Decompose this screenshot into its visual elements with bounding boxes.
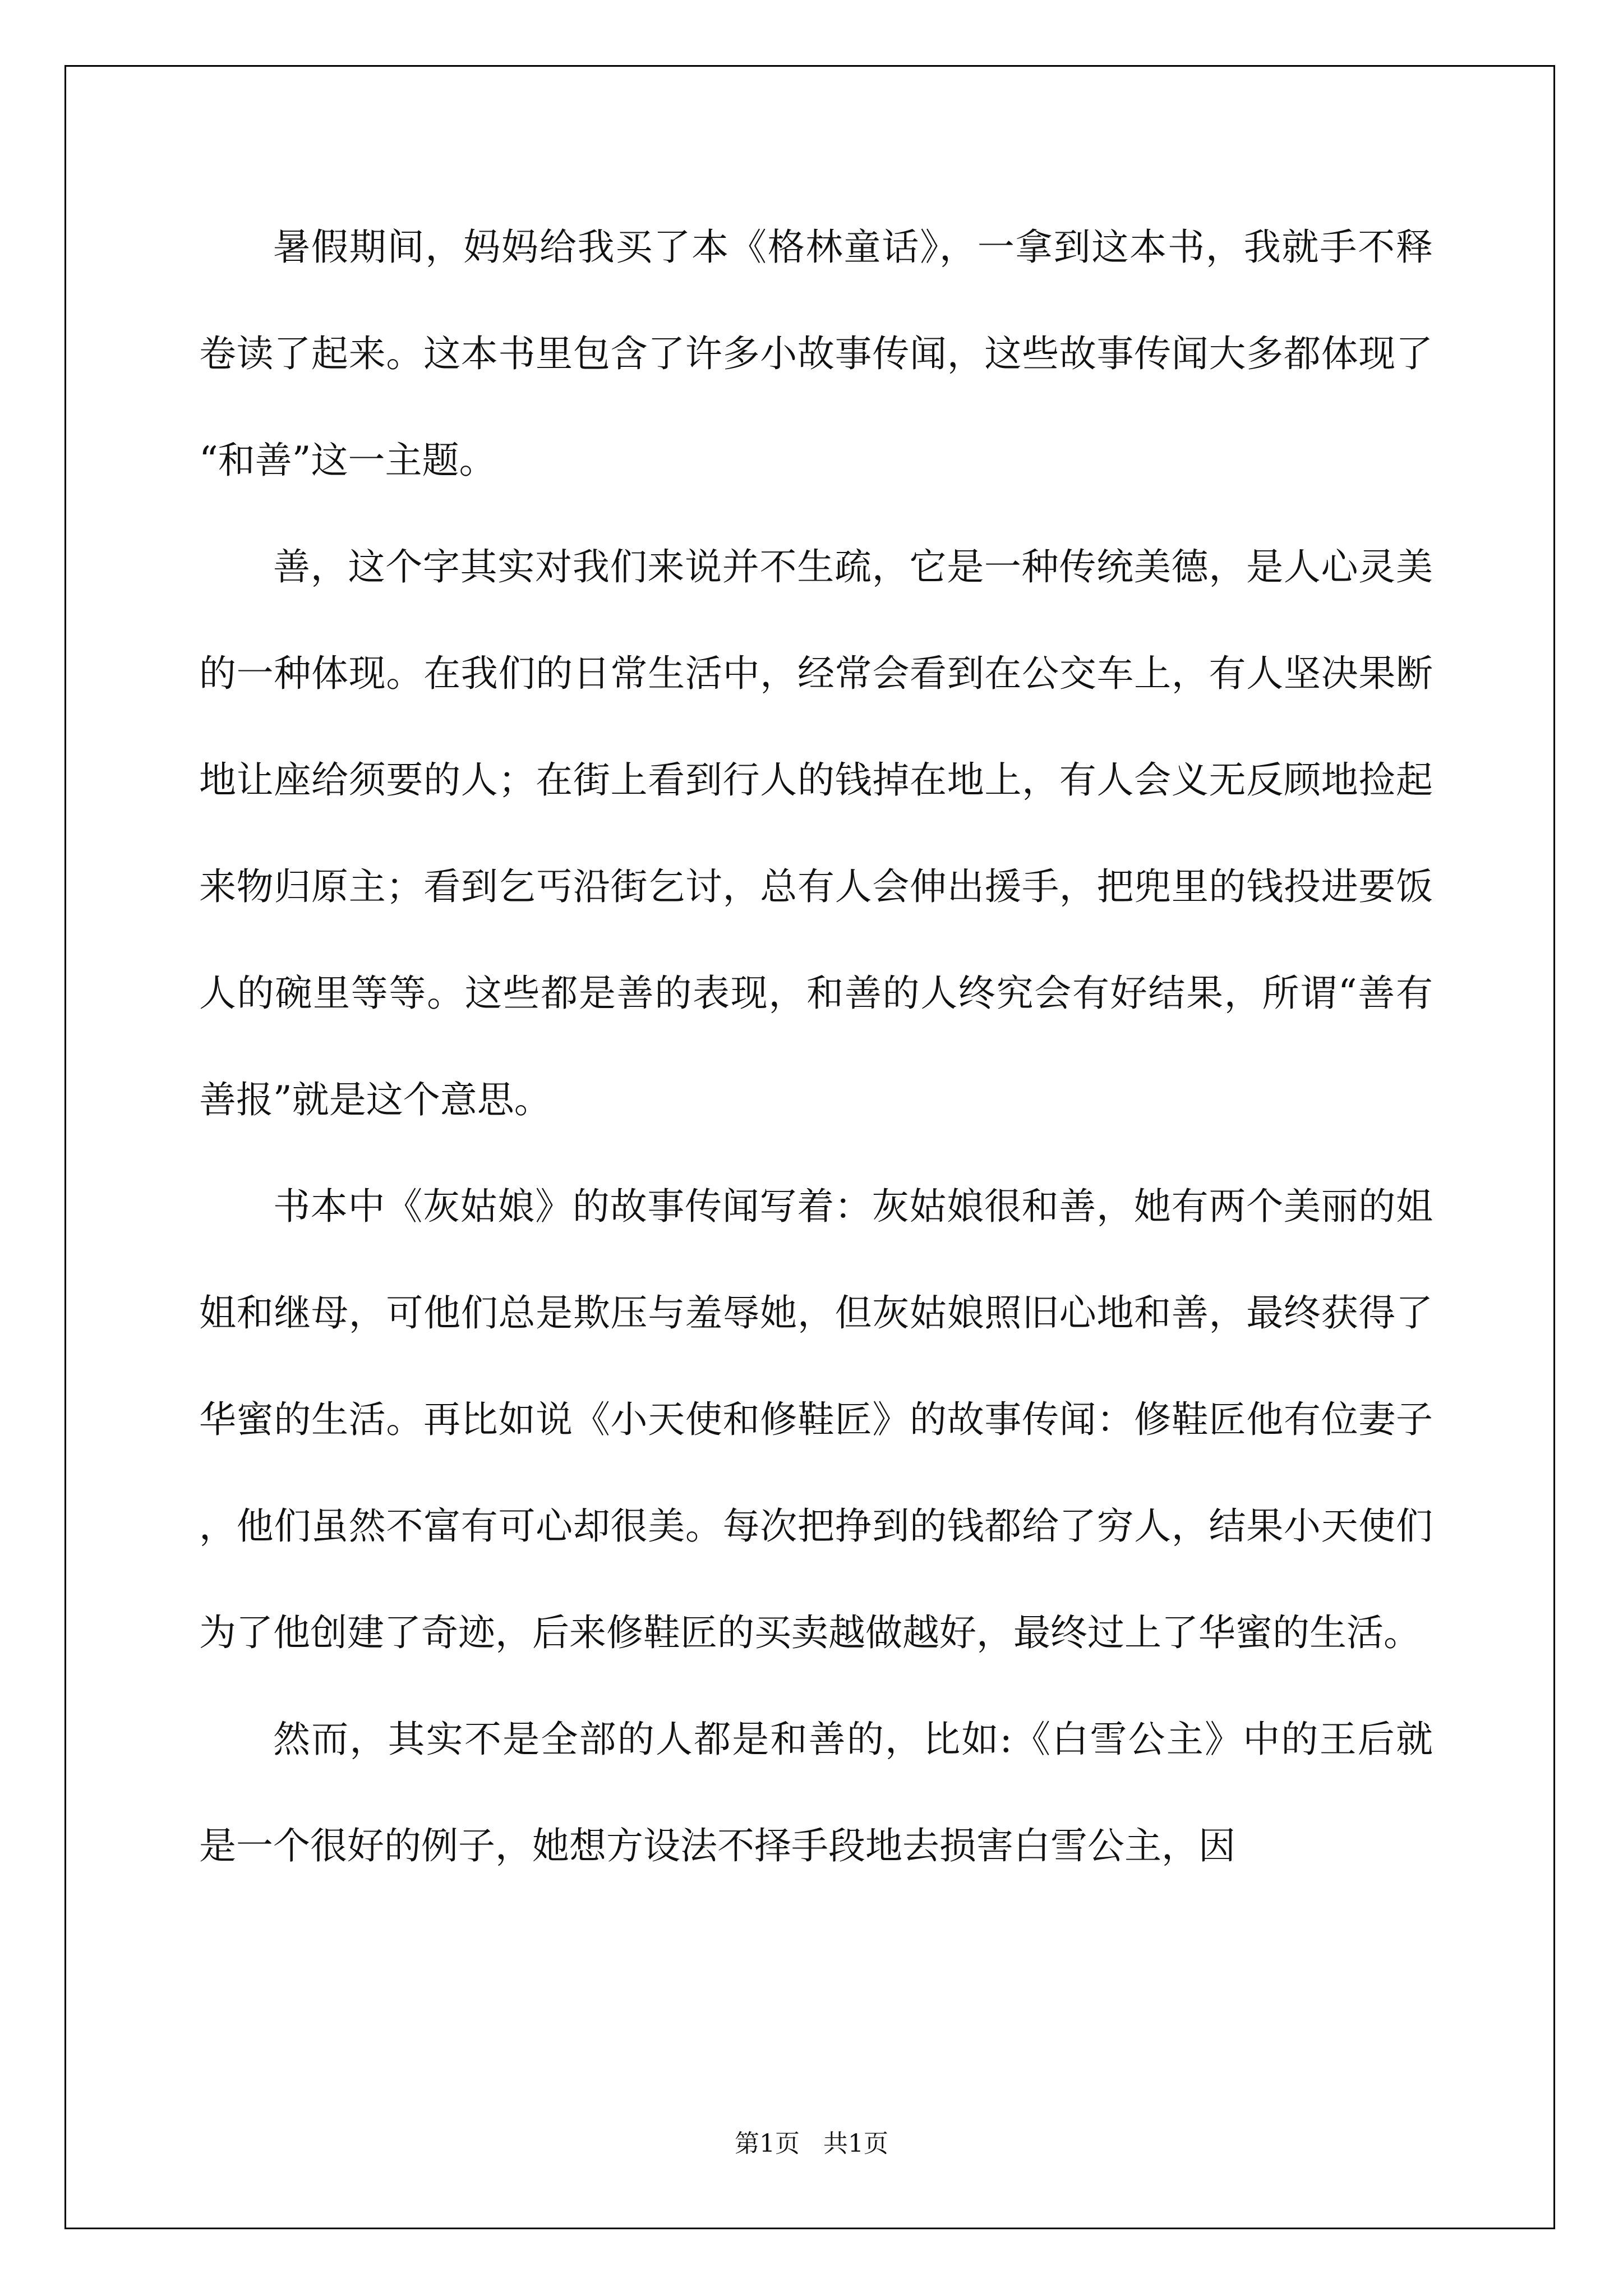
paragraph-3: 书本中《灰姑娘》的故事传闻写着：灰姑娘很和善，她有两个美丽的姐姐和继母，可他们总是欺压与羞辱她，但灰姑娘照旧心地和善，最终获得了华蜜的生活。再比如说《小天使和修鞋匠》的故事传闻：修鞋匠他有位妻子，他们虽然不富有可心却很美。每次把挣到的钱都给了穷人，结果小天使们为了他创建了奇迹，后来修鞋匠的买卖越做越好，最终过上了华蜜的生活。	[199, 1185, 1433, 1654]
document-body	[199, 194, 1433, 1899]
paragraph-4: 然而，其实不是全部的人都是和善的，比如:《白雪公主》中的王后就是一个很好的例子，她想方设法不择手段地去损害白雪公主，因	[199, 1718, 1433, 1867]
paragraph-1: 暑假期间，妈妈给我买了本《格林童话》，一拿到这本书，我就手不释卷读了起来。这本书里包含了许多小故事传闻，这些故事传闻大多都体现了“和善”这一主题。	[199, 226, 1433, 482]
page-number-footer: 第1页 共1页	[735, 2129, 888, 2158]
paragraph-2: 善，这个字其实对我们来说并不生疏，它是一种传统美德，是人心灵美的一种体现。在我们的日常生活中，经常会看到在公交车上，有人坚决果断地让座给须要的人；在街上看到行人的钱掉在地上，有人会义无反顾地捡起来物归原主；看到乞丐沿街乞讨，总有人会伸出援手，把兜里的钱投进要饭人的碗里等等。这些都是善的表现，和善的人终究会有好结果，所谓“善有善报”就是这个意思。	[199, 545, 1433, 1121]
